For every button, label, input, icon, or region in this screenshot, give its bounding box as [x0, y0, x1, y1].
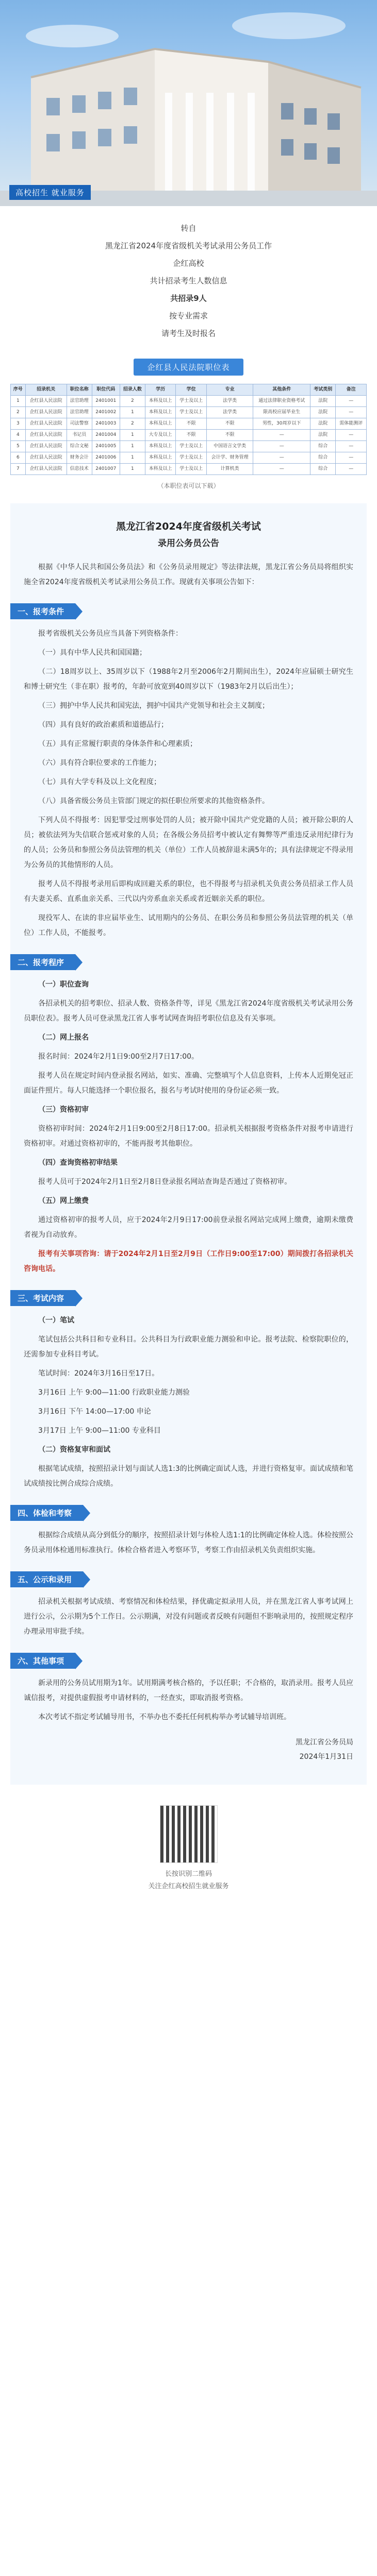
- table-header-row: [11, 384, 367, 396]
- table-cell: 企红县人民法院: [25, 418, 67, 430]
- intro-line: 共招录9人: [170, 294, 207, 303]
- table-cell: —: [253, 464, 310, 475]
- section-paragraph: （三）拥护中华人民共和国宪法，拥护中国共产党领导和社会主义制度；: [38, 702, 269, 710]
- table-cell: 6: [11, 452, 26, 464]
- table-cell: 书记员: [67, 430, 92, 441]
- table-cell: 司法警察: [67, 418, 92, 430]
- table-cell: 大专及以上: [145, 430, 175, 441]
- table-cell: 企红县人民法院: [25, 452, 67, 464]
- section-ribbon: 四、体检和考察: [10, 1505, 83, 1521]
- table-cell: 法学类: [206, 407, 253, 418]
- table-cell: 1: [120, 464, 145, 475]
- section-ribbon: 二、报考程序: [10, 954, 75, 970]
- table-header-cell: 学位: [176, 384, 206, 396]
- intro-line: 黑龙江省2024年度省级机关考试录用公务员工作: [105, 241, 272, 250]
- table-cell: 2: [120, 396, 145, 407]
- positions-section-header: [0, 359, 377, 376]
- table-cell: 法院: [310, 430, 336, 441]
- positions-table-wrap: [0, 384, 377, 475]
- section-paragraph: 下列人员不得报考：因犯罪受过刑事处罚的人员；被开除中国共产党党籍的人员；被开除公职的人员；被依法列为失信联合惩戒对象的人员；在各级公务员招考中被认定有舞弊等严重违反录用纪律行为的人员；公务员和参照公务员法管理的机关（单位）工作人员被辞退未满5年的；具有法律规定不得录用为公务员的其他情形的人员。: [24, 816, 353, 869]
- section-ribbon: 五、公示和录用: [10, 1571, 83, 1587]
- table-cell: —: [336, 452, 367, 464]
- section-paragraph: （二）18周岁以上、35周岁以下（1988年2月至2006年2月期间出生），2024年应届硕士研究生和博士研究生（非在职）报考的，年龄可放宽到40周岁以下（1983年2月以后出生）；: [24, 668, 353, 691]
- section-paragraph: 根据笔试成绩，按照招录计划与面试人选1:3的比例确定面试人选，并进行资格复审。面试成绩和笔试成绩按比例合成综合成绩。: [24, 1465, 353, 1488]
- table-cell: 通过法律职业资格考试: [253, 396, 310, 407]
- table-cell: 企红县人民法院: [25, 430, 67, 441]
- table-header-cell: 备注: [336, 384, 367, 396]
- section-paragraph: 现役军人、在读的非应届毕业生、试用期内的公务员、在职公务员和参照公务员法管理的机关（单位）工作人员，不能报考。: [24, 914, 353, 937]
- intro-line: 企红高校: [173, 259, 204, 268]
- table-cell: 2401004: [92, 430, 120, 441]
- table-cell: —: [253, 430, 310, 441]
- table-row: [11, 430, 367, 441]
- table-cell: 学士及以上: [176, 452, 206, 464]
- article-subtitle: 录用公务员公告: [158, 538, 219, 549]
- table-cell: 不限: [176, 430, 206, 441]
- table-cell: 法院: [310, 418, 336, 430]
- table-header-cell: 招录人数: [120, 384, 145, 396]
- section-paragraph: 报考有关事项咨询：请于2024年2月1日至2月9日（工作日9:00至17:00）期间拨打各招录机关咨询电话。: [24, 1250, 353, 1273]
- signoff-org: 黑龙江省公务员局: [296, 1738, 353, 1747]
- table-cell: 企红县人民法院: [25, 464, 67, 475]
- footer-line: 长按识别二维码: [165, 1870, 212, 1878]
- section-ribbon: 三、考试内容: [10, 1290, 75, 1306]
- section-paragraph: 新录用的公务员试用期为1年。试用期满考核合格的，予以任职；不合格的，取消录用。报考人员应诚信报考，对提供虚假报考申请材料的，一经查实，即取消报考资格。: [24, 1679, 353, 1702]
- table-cell: 法官助理: [67, 407, 92, 418]
- table-cell: 2: [11, 407, 26, 418]
- intro-block: [0, 206, 377, 347]
- article-sections: [18, 594, 353, 1725]
- section-paragraph: 报考人员可于2024年2月1日至2月8日登录报名网站查询是否通过了资格初审。: [38, 1178, 292, 1186]
- signoff-date: 2024年1月31日: [299, 1753, 353, 1761]
- table-cell: 需体能测评: [336, 418, 367, 430]
- section-paragraph: （五）网上缴费: [38, 1197, 89, 1205]
- table-cell: 法学类: [206, 396, 253, 407]
- table-cell: 4: [11, 430, 26, 441]
- table-cell: 5: [11, 441, 26, 452]
- intro-line: 请考生及时报名: [161, 329, 216, 338]
- section-paragraph: 报考人员不得报考录用后即构成回避关系的职位，也不得报考与招录机关负责公务员招录工作人员有夫妻关系、直系血亲关系、三代以内旁系血亲关系或者近姻亲关系的职位。: [24, 880, 353, 903]
- section-paragraph: （一）职位查询: [38, 980, 89, 989]
- table-header-cell: 其他条件: [253, 384, 310, 396]
- section-paragraph: 笔试时间：2024年3月16日至17日。: [38, 1369, 159, 1378]
- table-cell: 企红县人民法院: [25, 407, 67, 418]
- table-cell: 企红县人民法院: [25, 441, 67, 452]
- table-row: [11, 407, 367, 418]
- table-cell: 本科及以上: [145, 396, 175, 407]
- table-cell: —: [336, 396, 367, 407]
- table-cell: 2401006: [92, 452, 120, 464]
- table-body: [11, 396, 367, 475]
- positions-section-label: 企红县人民法院职位表: [134, 359, 243, 376]
- table-cell: 中国语言文学类: [206, 441, 253, 452]
- table-cell: 2401007: [92, 464, 120, 475]
- table-cell: 1: [120, 407, 145, 418]
- table-cell: —: [336, 441, 367, 452]
- table-cell: 综合: [310, 441, 336, 452]
- article-title: 黑龙江省2024年度省级机关考试: [116, 521, 261, 532]
- article-lead: 根据《中华人民共和国公务员法》和《公务员录用规定》等法律法规，黑龙江省公务员局将组织实施全省2024年度省级机关考试录用公务员工作。现就有关事项公告如下：: [24, 563, 353, 586]
- table-cell: 1: [11, 396, 26, 407]
- intro-line: 按专业需求: [169, 311, 208, 320]
- table-cell: —: [336, 407, 367, 418]
- table-cell: 2: [120, 418, 145, 430]
- table-cell: 2401001: [92, 396, 120, 407]
- table-cell: 企红县人民法院: [25, 396, 67, 407]
- table-header-cell: 职位名称: [67, 384, 92, 396]
- section-paragraph: 3月16日 下午 14:00—17:00 申论: [38, 1408, 151, 1416]
- section-paragraph: 笔试包括公共科目和专业科目。公共科目为行政职业能力测验和申论。报考法院、检察院职位的，还需参加专业科目考试。: [24, 1335, 353, 1359]
- section-paragraph: （四）具有良好的政治素质和道德品行；: [38, 721, 168, 729]
- footer: [0, 1785, 377, 1924]
- table-cell: 2401005: [92, 441, 120, 452]
- table-cell: 会计学、财务管理: [206, 452, 253, 464]
- table-cell: 本科及以上: [145, 418, 175, 430]
- intro-line: 转自: [181, 224, 196, 233]
- table-cell: 综合: [310, 452, 336, 464]
- section-paragraph: （七）具有大学专科及以上文化程度；: [38, 778, 161, 786]
- table-row: [11, 418, 367, 430]
- section-paragraph: 根据综合成绩从高分到低分的顺序，按照招录计划与体检人选1:1的比例确定体检人选。体检按照公务员录用体检通用标准执行。体检合格者进入考察环节，考察工作由招录机关负责组织实施。: [24, 1531, 353, 1554]
- section-paragraph: 报考人员在规定时间内登录报名网站，如实、准确、完整填写个人信息资料，上传本人近期免冠正面证件照片。每人只能选择一个职位报名，报名与考试时使用的身份证必须一致。: [24, 1072, 353, 1095]
- footer-line: 关注企红高校招生就业服务: [148, 1883, 229, 1890]
- hero-photo: [0, 0, 377, 206]
- table-cell: 学士及以上: [176, 396, 206, 407]
- section-paragraph: 本次考试不指定考试辅导用书，不举办也不委托任何机构举办考试辅导培训班。: [38, 1713, 291, 1721]
- table-cell: —: [336, 430, 367, 441]
- table-cell: 本科及以上: [145, 464, 175, 475]
- table-cell: 男性，30周岁以下: [253, 418, 310, 430]
- section-paragraph: 招录机关根据考试成绩、考察情况和体检结果，择优确定拟录用人员，并在黑龙江省人事考试网上进行公示，公示期为5个工作日。公示期满，对没有问题或者反映有问题但不影响录用的，按照规定程序办理录用审批手续。: [24, 1598, 353, 1636]
- table-cell: 7: [11, 464, 26, 475]
- table-cell: 综合文秘: [67, 441, 92, 452]
- table-cell: 综合: [310, 464, 336, 475]
- table-cell: 法官助理: [67, 396, 92, 407]
- table-cell: 法院: [310, 407, 336, 418]
- qr-code-icon[interactable]: [160, 1805, 218, 1863]
- table-cell: 2401002: [92, 407, 120, 418]
- table-header-cell: 职位代码: [92, 384, 120, 396]
- section-paragraph: 各招录机关的招考职位、招录人数、资格条件等，详见《黑龙江省2024年度省级机关考试录用公务员职位表》。报考人员可登录黑龙江省人事考试网查询招考职位信息及有关事项。: [24, 999, 353, 1023]
- section-paragraph: 通过资格初审的报考人员，应于2024年2月9日17:00前登录报名网站完成网上缴费，逾期未缴费者视为自动放弃。: [24, 1216, 353, 1239]
- table-row: [11, 396, 367, 407]
- table-cell: 2401003: [92, 418, 120, 430]
- table-header-cell: 考试类别: [310, 384, 336, 396]
- section-paragraph: （二）资格复审和面试: [38, 1446, 110, 1454]
- section-paragraph: （二）网上报名: [38, 1033, 89, 1042]
- table-cell: —: [336, 464, 367, 475]
- table-cell: 信息技术: [67, 464, 92, 475]
- section-paragraph: 3月17日 上午 9:00—11:00 专业科目: [38, 1427, 161, 1435]
- table-cell: 1: [120, 441, 145, 452]
- table-cell: 本科及以上: [145, 452, 175, 464]
- table-header-cell: 专业: [206, 384, 253, 396]
- section-paragraph: （八）具备省级公务员主管部门规定的拟任职位所要求的其他资格条件。: [38, 797, 269, 805]
- section-paragraph: （一）笔试: [38, 1316, 74, 1325]
- section-ribbon: 六、其他事项: [10, 1653, 75, 1669]
- table-row: [11, 464, 367, 475]
- table-cell: 财务会计: [67, 452, 92, 464]
- table-cell: 不限: [176, 418, 206, 430]
- table-header-cell: 序号: [11, 384, 26, 396]
- section-paragraph: 报名时间：2024年2月1日9:00至2月7日17:00。: [38, 1053, 199, 1061]
- section-paragraph: （六）具有符合职位要求的工作能力；: [38, 759, 161, 767]
- table-cell: 本科及以上: [145, 407, 175, 418]
- section-ribbon: 一、报考条件: [10, 603, 75, 619]
- hero-tag: 高校招生 就业服务: [9, 185, 91, 200]
- section-paragraph: （五）具有正常履行职责的身体条件和心理素质；: [38, 740, 197, 748]
- table-caption: （本职位表可以下载）: [157, 482, 220, 489]
- section-paragraph: （四）查询资格初审结果: [38, 1159, 118, 1167]
- table-cell: 1: [120, 430, 145, 441]
- intro-line: 共计招录考生人数信息: [150, 276, 227, 285]
- table-cell: 本科及以上: [145, 441, 175, 452]
- table-cell: 不限: [206, 430, 253, 441]
- positions-table: [10, 384, 367, 475]
- section-paragraph: （一）具有中华人民共和国国籍；: [38, 649, 146, 657]
- table-cell: 限高校应届毕业生: [253, 407, 310, 418]
- building-illustration: [0, 0, 377, 206]
- table-header-cell: 招录机关: [25, 384, 67, 396]
- announcement-article: [10, 503, 367, 1785]
- table-cell: 学士及以上: [176, 464, 206, 475]
- section-paragraph: 资格初审时间：2024年2月1日9:00至2月8日17:00。招录机关根据报考资格条件对报考申请进行资格初审。对通过资格初审的，不能再报考其他职位。: [24, 1125, 353, 1148]
- table-row: [11, 441, 367, 452]
- table-cell: 1: [120, 452, 145, 464]
- table-row: [11, 452, 367, 464]
- table-cell: —: [253, 452, 310, 464]
- table-header-cell: 学历: [145, 384, 175, 396]
- table-cell: 法院: [310, 396, 336, 407]
- table-cell: 不限: [206, 418, 253, 430]
- table-cell: 计算机类: [206, 464, 253, 475]
- section-paragraph: 报考省级机关公务员应当具备下列资格条件：: [38, 630, 183, 638]
- section-paragraph: （三）资格初审: [38, 1106, 89, 1114]
- table-cell: 3: [11, 418, 26, 430]
- table-cell: —: [253, 441, 310, 452]
- section-paragraph: 3月16日 上午 9:00—11:00 行政职业能力测验: [38, 1388, 190, 1397]
- table-cell: 学士及以上: [176, 407, 206, 418]
- table-cell: 学士及以上: [176, 441, 206, 452]
- article-signoff: [24, 1735, 353, 1764]
